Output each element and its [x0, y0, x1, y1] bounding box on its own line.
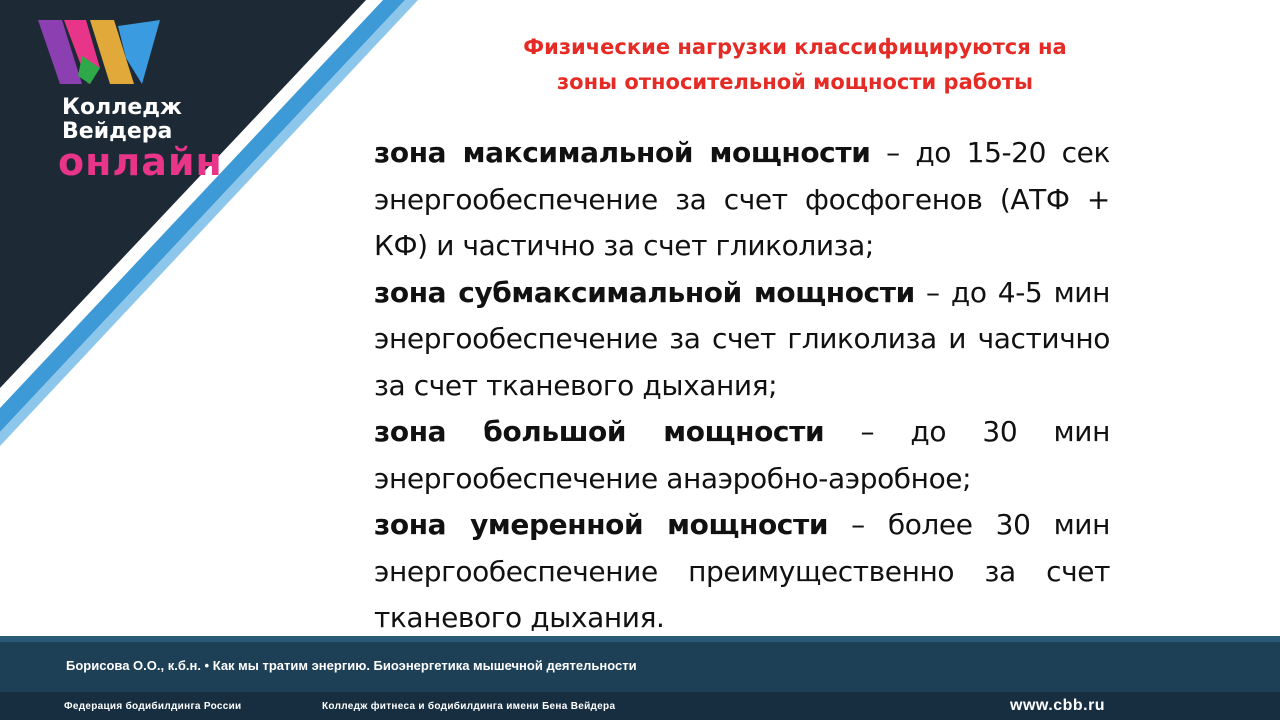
footer-author-caption: Борисова О.О., к.б.н. • Как мы тратим энергию. Биоэнергетика мышечной деятельности [66, 658, 637, 673]
logo-text-online: онлайн [58, 140, 223, 184]
footer-bottom-strip [0, 692, 1280, 720]
footer-accent-stripe [0, 636, 1280, 642]
zone-item-submaximal [374, 270, 1110, 410]
zone-description: – до 15-20 сек энергообеспечение за счет фосфогенов (АТФ + КФ) и частично за счет гликолиза; [374, 136, 1110, 262]
zone-term: зона максимальной мощности [374, 136, 871, 169]
zone-term: зона субмаксимальной мощности [374, 275, 915, 309]
zone-description: – более 30 мин энергообеспечение преимущественно за счет тканевого дыхания. [374, 508, 1111, 634]
footer-org-federation: Федерация бодибилдинга России [64, 701, 242, 712]
logo-text-college: Колледж [62, 95, 182, 120]
zone-item-moderate [374, 502, 1110, 642]
slide-title [420, 30, 1170, 100]
slide-title-line-1: Физические нагрузки классифицируются на [523, 35, 1067, 59]
logo-text-weider: Вейдера [62, 119, 173, 144]
zone-description: – до 4-5 мин энергообеспечение за счет гликолиза и частично за счет тканевого дыхания; [374, 275, 1110, 402]
slide-title-line-2: зоны относительной мощности работы [556, 70, 1034, 94]
zone-item-high [374, 409, 1110, 502]
footer-org-college: Колледж фитнеса и бодибилдинга имени Бена Вейдера [322, 701, 616, 712]
footer-website-link[interactable]: www.cbb.ru [1010, 697, 1106, 714]
college-logo [38, 18, 268, 188]
footer-bar [0, 636, 1280, 720]
zone-item-maximal [374, 130, 1110, 270]
w-logo-icon [38, 18, 168, 93]
zone-term: зона умеренной мощности [374, 508, 829, 541]
zone-term: зона большой мощности [374, 415, 825, 448]
zone-description: – до 30 мин энергообеспечение анаэробно-аэробное; [374, 415, 1110, 495]
zones-list [374, 130, 1110, 642]
